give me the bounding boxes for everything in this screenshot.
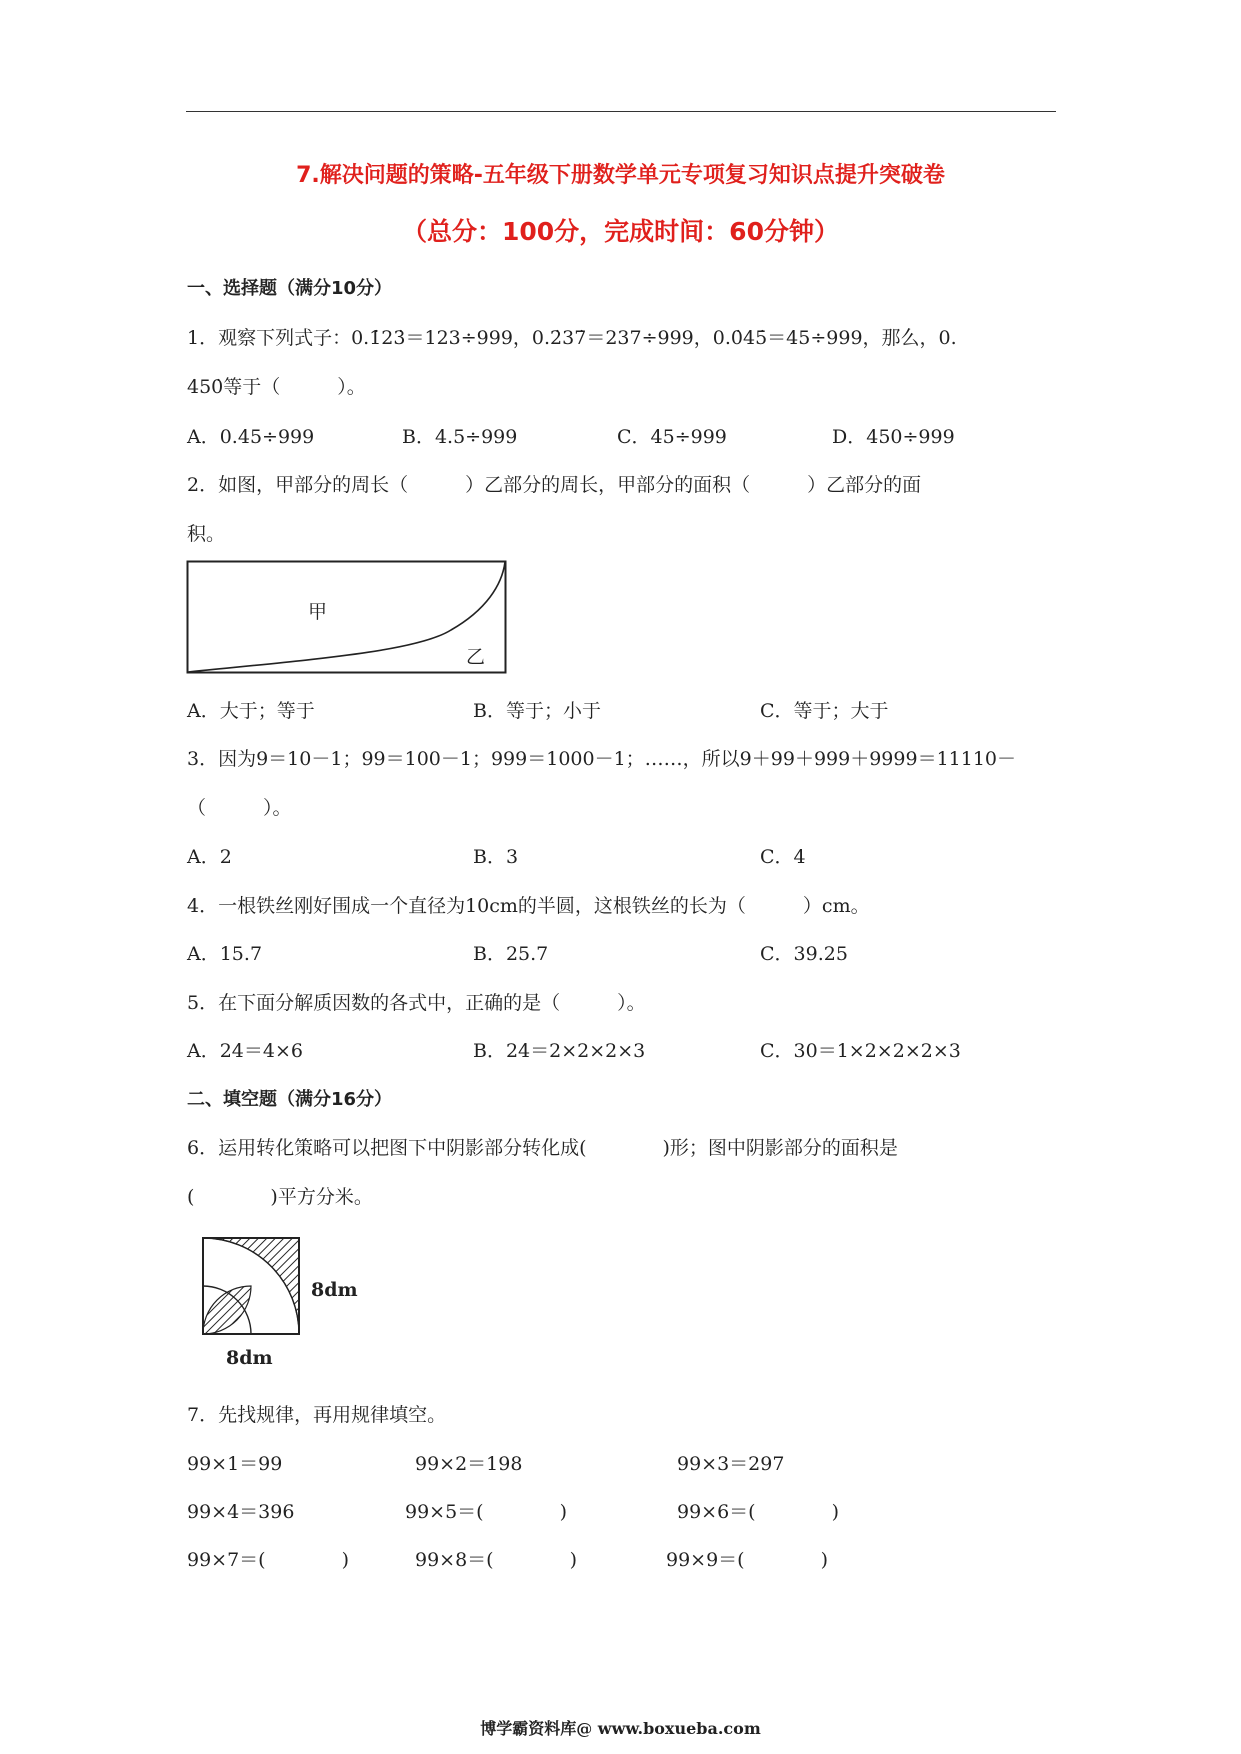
question-1-text-cont: 4̇50̇等于（ ）。 bbox=[187, 376, 366, 398]
header-rule bbox=[186, 111, 1056, 112]
question-5-option-c: C．30＝1×2×2×2×3 bbox=[760, 1040, 961, 1062]
question-3-option-c: C．4 bbox=[760, 846, 806, 868]
q7-row3-col2: 99×8＝( ) bbox=[415, 1549, 578, 1571]
page-subtitle: （总分：100分，完成时间：60分钟） bbox=[402, 217, 839, 246]
question-4-option-c: C．39.25 bbox=[760, 943, 848, 965]
question-1-text: 1．观察下列式子：0.1̇23̇＝123÷999，0.2̇37̇＝237÷999，0.0̇45̇＝45÷999，那么，0. bbox=[187, 327, 957, 349]
page-title: 7.解决问题的策略-五年级下册数学单元专项复习知识点提升突破卷 bbox=[296, 163, 945, 188]
q7-row2-col3: 99×6＝( ) bbox=[677, 1501, 840, 1523]
question-2-option-c: C．等于；大于 bbox=[760, 700, 889, 722]
question-6-figure bbox=[196, 1232, 366, 1370]
question-4-option-a: A．15.7 bbox=[187, 943, 263, 965]
section-heading-choice: 一、选择题（满分10分） bbox=[187, 278, 393, 299]
question-3-option-b: B．3 bbox=[473, 846, 519, 868]
question-1-option-c: C．45÷999 bbox=[617, 426, 727, 448]
question-5-option-a: A．24＝4×6 bbox=[187, 1040, 303, 1062]
figure-label-bottom: 8dm bbox=[226, 1347, 273, 1369]
question-2-figure bbox=[186, 560, 508, 676]
question-3-text: 3．因为9＝10－1；99＝100－1；999＝1000－1；……，所以9＋99＋999＋9999＝11110－ bbox=[187, 748, 1017, 770]
question-1-option-a: A．0.45÷999 bbox=[187, 426, 315, 448]
q7-row3-col3: 99×9＝( ) bbox=[666, 1549, 829, 1571]
question-2-option-a: A．大于；等于 bbox=[187, 700, 315, 722]
footer-watermark: 博学霸资料库@ www.boxueba.com bbox=[480, 1719, 761, 1738]
q7-row1-col1: 99×1＝99 bbox=[187, 1453, 283, 1475]
q7-row2-col1: 99×4＝396 bbox=[187, 1501, 295, 1523]
question-1-option-b: B．4.5÷999 bbox=[402, 426, 518, 448]
question-5-option-b: B．24＝2×2×2×3 bbox=[473, 1040, 646, 1062]
question-2-option-b: B．等于；小于 bbox=[473, 700, 601, 722]
q7-row1-col2: 99×2＝198 bbox=[415, 1453, 523, 1475]
question-3-option-a: A．2 bbox=[187, 846, 232, 868]
figure-label-side: 8dm bbox=[311, 1279, 358, 1301]
question-6-text-cont: ( )平方分米。 bbox=[187, 1186, 373, 1208]
figure-curve bbox=[188, 562, 505, 672]
figure-label-jia: 甲 bbox=[308, 601, 328, 623]
question-6-text: 6．运用转化策略可以把图下中阴影部分转化成( )形；图中阴影部分的面积是 bbox=[187, 1137, 898, 1159]
question-4-option-b: B．25.7 bbox=[473, 943, 549, 965]
question-7-text: 7．先找规律，再用规律填空。 bbox=[187, 1404, 447, 1426]
question-5-text: 5．在下面分解质因数的各式中，正确的是（ ）。 bbox=[187, 992, 646, 1014]
question-2-text: 2．如图，甲部分的周长（ ）乙部分的周长，甲部分的面积（ ）乙部分的面 bbox=[187, 474, 922, 496]
q7-row1-col3: 99×3＝297 bbox=[677, 1453, 785, 1475]
question-2-text-cont: 积。 bbox=[187, 523, 226, 545]
figure-label-yi: 乙 bbox=[466, 646, 486, 668]
question-3-text-cont: （ ）。 bbox=[187, 797, 292, 819]
question-1-option-d: D．450÷999 bbox=[832, 426, 955, 448]
figure-shaded-lens bbox=[203, 1286, 251, 1334]
q7-row3-col1: 99×7＝( ) bbox=[187, 1549, 350, 1571]
question-4-text: 4．一根铁丝刚好围成一个直径为10cm的半圆，这根铁丝的长为（ ）cm。 bbox=[187, 895, 870, 917]
q7-row2-col2: 99×5＝( ) bbox=[405, 1501, 568, 1523]
section-heading-fill: 二、填空题（满分16分） bbox=[187, 1089, 393, 1110]
